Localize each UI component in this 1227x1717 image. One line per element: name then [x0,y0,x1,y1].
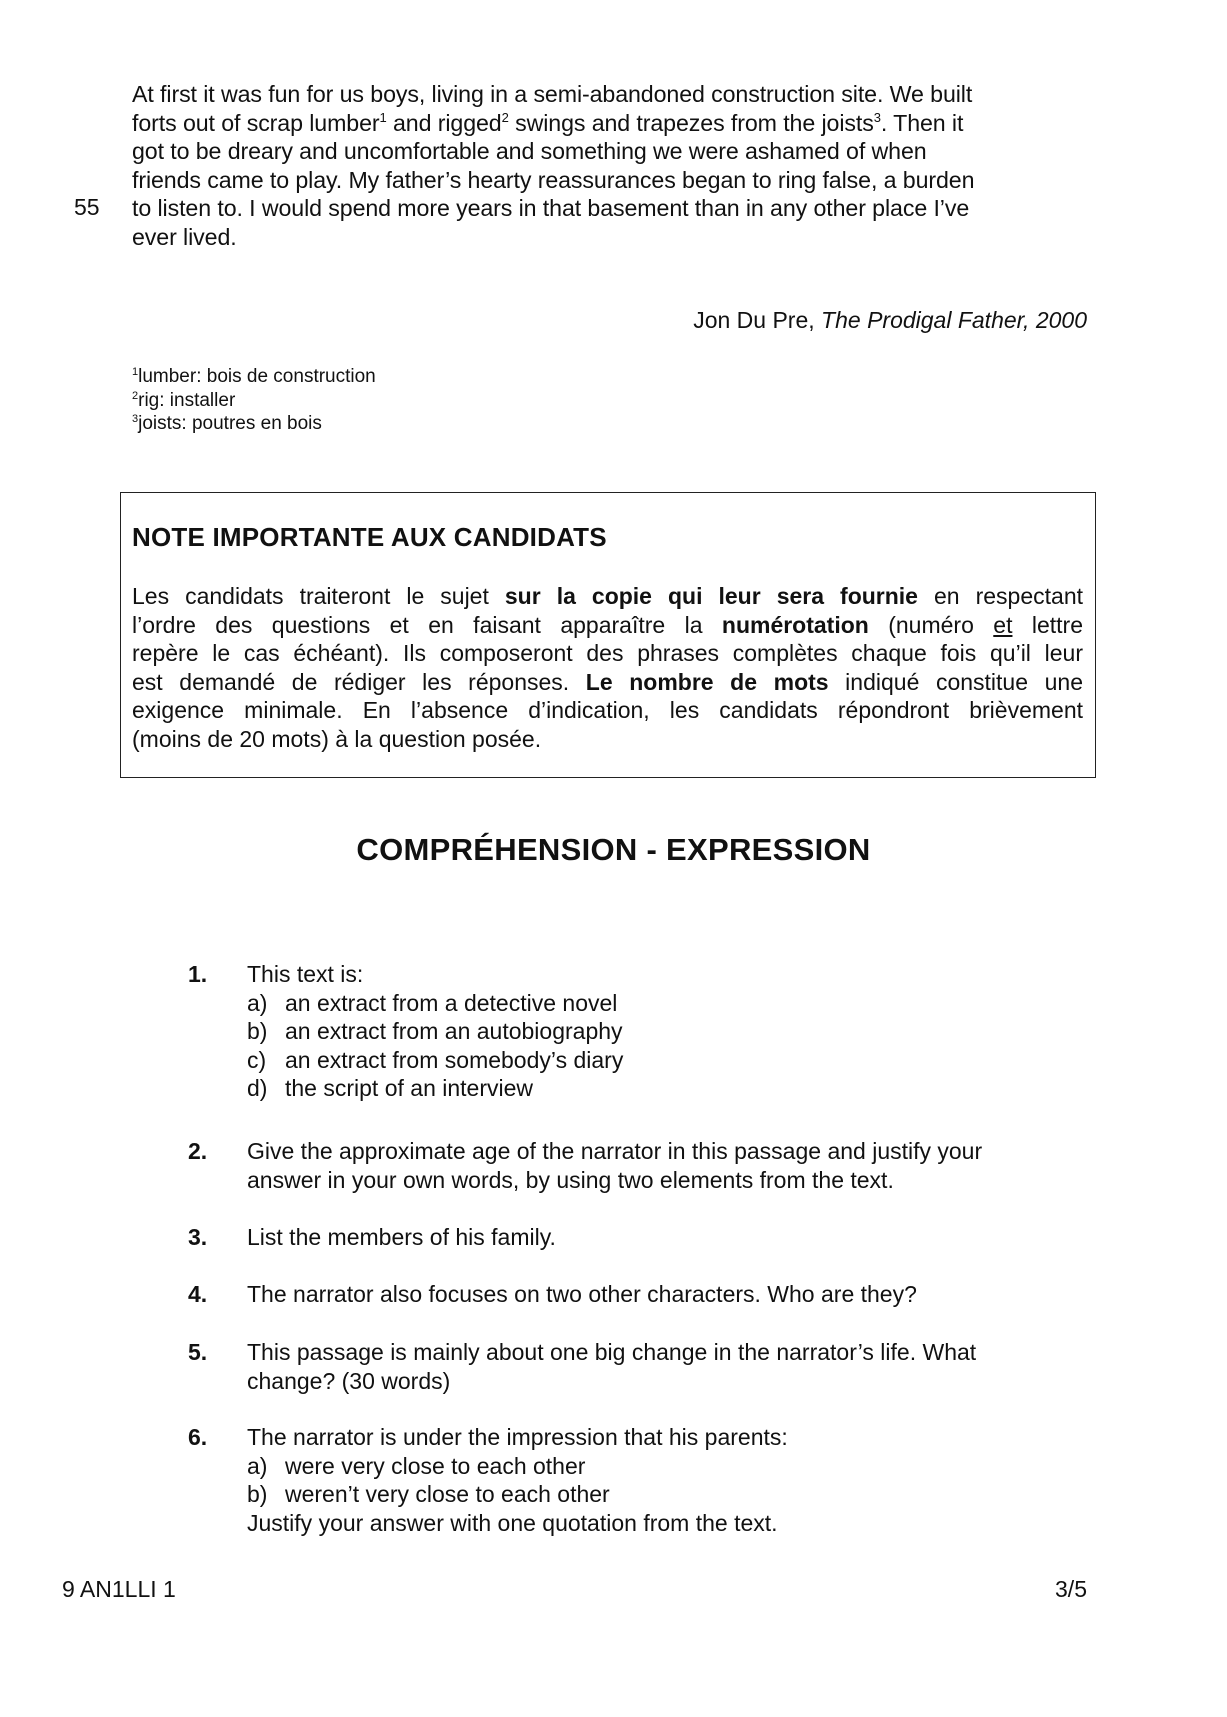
note-body [132,582,1083,753]
question-number: 6. [188,1424,208,1450]
footnote: $^1$lumber: bois de construction [132,366,376,387]
passage-text [132,80,1072,252]
answer-option: b) an extract from an autobiography [247,1018,623,1044]
question-text: This text is: [247,961,364,987]
section-heading: COMPRÉHENSION - EXPRESSION [356,832,871,867]
footnote: $^2$rig: installer [132,389,236,411]
passage-line: to listen to. I would spend more years in that basement than in any other place I’ve [132,195,970,222]
footnote-ref: 1 [379,109,387,125]
footnote-ref: 2 [501,109,509,125]
question-text: Justify your answer with one quotation from the text. [247,1509,778,1536]
question-1 [188,960,1088,1103]
exam-code: 9 AN1LLI 1 [62,1576,176,1602]
question-number: 1. [188,961,208,987]
page-number: 3/5 [1055,1576,1087,1602]
footnote: $^3$joists: poutres en bois [132,413,322,434]
question-4 [188,1280,1088,1309]
answer-option: d) the script of an interview [247,1075,534,1101]
question-2 [188,1137,1088,1194]
question-text: The narrator also focuses on two other characters. Who are they? [247,1281,917,1307]
question-text: This passage is mainly about one big change in the narrator’s life. What [247,1339,977,1365]
note-line: est demandé de rédiger les réponses. Le nombre de mots indiqué constitue une [132,668,1083,695]
line-number: 55 [74,194,100,220]
answer-option: a) were very close to each other [247,1452,586,1479]
passage-line: forts out of scrap lumber$^1$ and rigged$^2$ swings and trapezes from the joists$^3$. Then it [132,109,964,136]
note-line: Les candidats traiteront le sujet sur la copie qui leur sera fournie en respectant [132,583,1083,609]
note-line: (moins de 20 mots) à la question posée. [132,725,542,752]
answer-option: a) an extract from a detective novel [247,989,618,1016]
question-number: 2. [188,1138,208,1164]
question-number: 3. [188,1224,208,1250]
passage-line: friends came to play. My father’s hearty reassurances began to ring false, a burden [132,166,975,193]
note-line: repère le cas échéant). Ils composeront des phrases complètes chaque fois qu’il leur [132,640,1083,666]
citation-author: Jon Du Pre, [693,307,822,333]
answer-option: b) weren’t very close to each other [247,1481,610,1507]
footnotes [132,365,376,436]
note-line: exigence minimale. En l’absence d’indication, les candidats répondront brièvement [132,697,1083,723]
question-number: 4. [188,1281,208,1307]
source-citation [693,307,1087,334]
footnote-ref: 3 [873,109,881,125]
passage-line: ever lived. [132,223,237,250]
question-3 [188,1223,1088,1252]
question-6 [188,1423,1088,1537]
citation-work: The Prodigal Father, 2000 [821,307,1087,333]
question-text: change? (30 words) [247,1367,451,1394]
question-number: 5. [188,1339,208,1365]
question-text: List the members of his family. [247,1224,556,1250]
question-text: Give the approximate age of the narrator in this passage and justify your [247,1138,983,1164]
question-5 [188,1338,1088,1395]
note-line: l’ordre des questions et en faisant apparaître la numérotation (numéro et lettre [132,611,1083,638]
passage-line: got to be dreary and uncomfortable and something we were ashamed of when [132,138,927,165]
answer-option: c) an extract from somebody’s diary [247,1046,624,1073]
question-text: answer in your own words, by using two elements from the text. [247,1166,894,1193]
note-title: NOTE IMPORTANTE AUX CANDIDATS [132,522,607,552]
question-text: The narrator is under the impression that his parents: [247,1424,788,1450]
passage-line: At first it was fun for us boys, living in a semi-abandoned construction site. We built [132,81,973,107]
